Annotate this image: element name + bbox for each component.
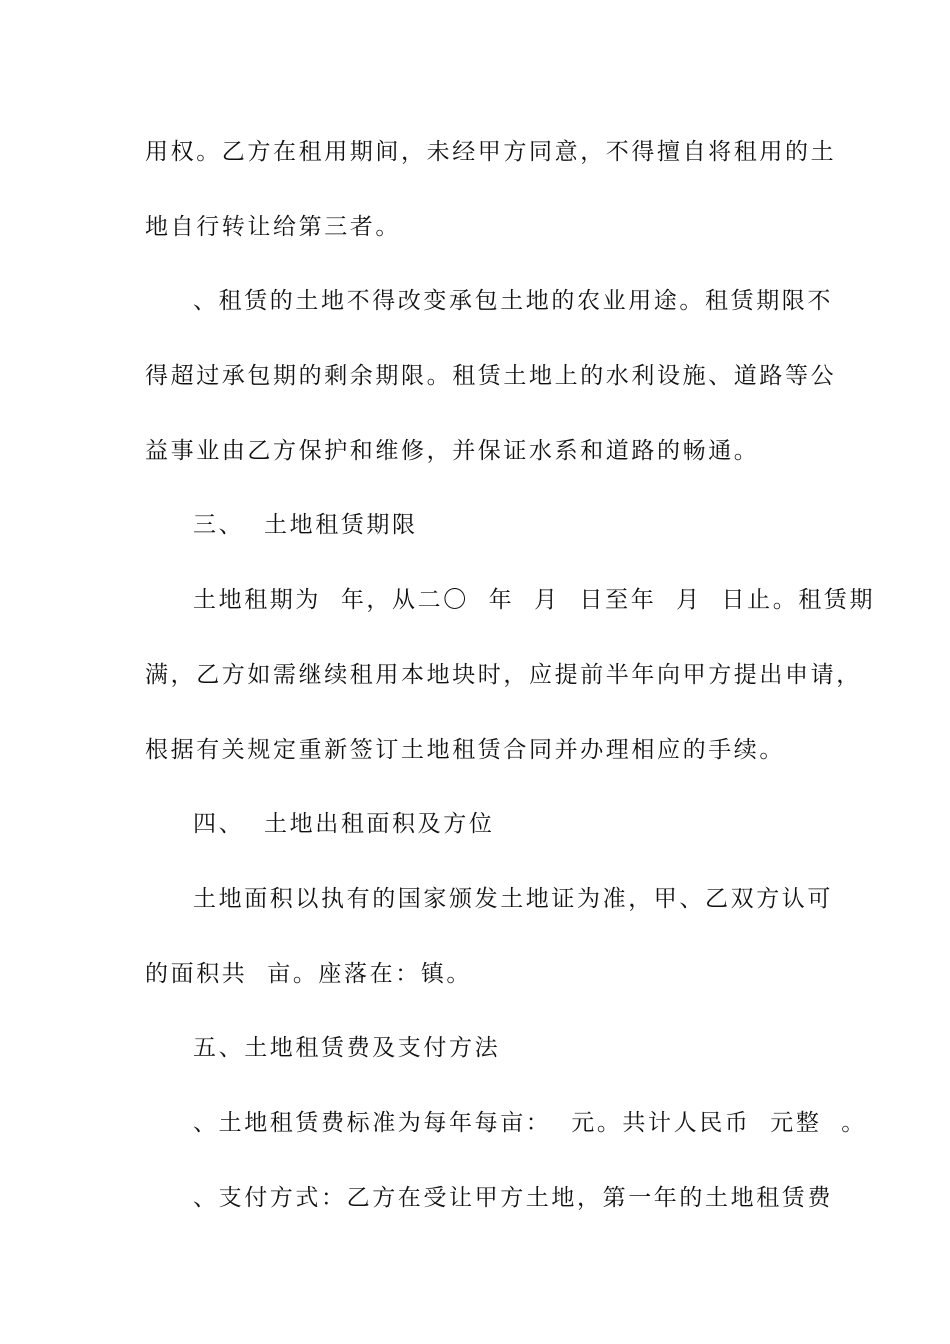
body-line-4: 得超过承包期的剩余期限。租赁土地上的水利设施、道路等公 [145,363,837,389]
body-line-14: 、土地租赁费标准为每年每亩： 元。共计人民币 元整 。 [193,1110,867,1136]
body-line-8: 满，乙方如需继续租用本地块时，应提前半年向甲方提出申请， [145,662,862,688]
body-line-15: 、支付方式：乙方在受让甲方土地，第一年的土地租赁费 [193,1185,833,1211]
body-line-2: 地自行转让给第三者。 [145,214,401,240]
body-line-1: 用权。乙方在租用期间，未经甲方同意，不得擅自将租用的土 [145,139,837,165]
body-line-12: 的面积共 亩。座落在：镇。 [145,961,473,987]
body-line-7: 土地租期为 年，从二〇 年 月 日至年 月 日止。租赁期 [193,587,876,613]
section-heading-3: 三、 土地租赁期限 [193,512,418,538]
body-line-9: 根据有关规定重新签订土地租赁合同并办理相应的手续。 [145,737,785,763]
section-heading-5: 五、土地租赁费及支付方法 [193,1035,501,1061]
body-line-3: 、租赁的土地不得改变承包土地的农业用途。租赁期限不 [193,288,833,314]
section-heading-4: 四、 土地出租面积及方位 [193,811,495,837]
body-line-5: 益事业由乙方保护和维修，并保证水系和道路的畅通。 [145,438,760,464]
body-line-11: 土地面积以执有的国家颁发土地证为准，甲、乙双方认可 [193,886,833,912]
